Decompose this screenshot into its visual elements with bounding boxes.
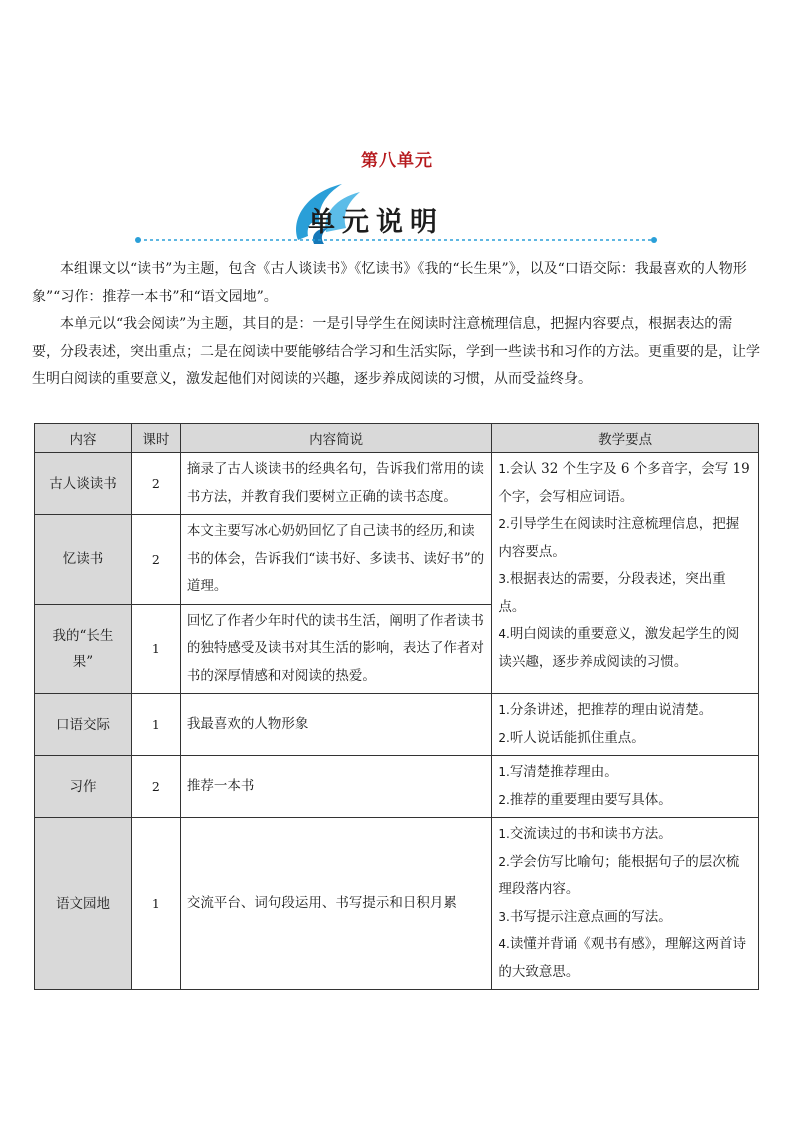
table-row [35, 818, 759, 990]
intro-paragraph: 本组课文以“读书”为主题，包含《古人谈读书》《忆读书》《我的“长生果”》，以及“口语交际：我最喜欢的人物形象”“习作：推荐一本书”和“语文园地”。 [32, 261, 747, 305]
lesson-summary: 摘录了古人谈读书的经典名句，告诉我们常用的读书方法，并教育我们要树立正确的读书态度。 [180, 453, 492, 515]
table-row [35, 694, 759, 756]
point-item: 4.明白阅读的重要意义，激发起学生的阅读兴趣，逐步养成阅读的习惯。 [498, 626, 740, 670]
table-row [35, 453, 759, 515]
header-hours: 课时 [131, 424, 180, 453]
lesson-summary: 交流平台、词句段运用、书写提示和日积月累 [180, 818, 492, 990]
lesson-name: 语文园地 [35, 818, 132, 990]
lesson-hours: 2 [131, 453, 180, 515]
lesson-name: 我的“长生果” [35, 604, 132, 694]
point-item: 1.写清楚推荐理由。 [498, 764, 618, 780]
lesson-plan-table [34, 423, 759, 990]
unit-title: 第八单元 [361, 151, 433, 171]
table-header-row [35, 424, 759, 453]
point-item: 1.会认 32 个生字及 6 个多音字，会写 19 个字，会写相应词语。 [498, 461, 750, 505]
point-item: 2.学会仿写比喻句；能根据句子的层次梳理段落内容。 [498, 853, 740, 897]
lesson-hours: 1 [131, 694, 180, 756]
lesson-hours: 1 [131, 818, 180, 990]
teaching-points [492, 694, 759, 756]
lesson-summary: 推荐一本书 [180, 756, 492, 818]
lesson-hours: 2 [131, 515, 180, 605]
lesson-summary: 回忆了作者少年时代的读书生活，阐明了作者读书的独特感受及读书对其生活的影响，表达了作者对书的深厚情感和对阅读的热爱。 [180, 604, 492, 694]
header-points: 教学要点 [492, 424, 759, 453]
point-item: 1.分条讲述，把推荐的理由说清楚。 [498, 702, 713, 718]
lesson-name: 习作 [35, 756, 132, 818]
point-item: 3.书写提示注意点画的写法。 [498, 908, 672, 925]
section-banner [130, 178, 664, 250]
lesson-name: 忆读书 [35, 515, 132, 605]
lesson-hours: 2 [131, 756, 180, 818]
point-item: 3.根据表达的需要，分段表述，突出重点。 [498, 571, 726, 615]
teaching-points [492, 756, 759, 818]
teaching-points [492, 453, 759, 694]
table-row [35, 756, 759, 818]
teaching-points [492, 818, 759, 990]
intro-paragraph: 本单元以“我会阅读”为主题，其目的是：一是引导学生在阅读时注意梳理信息，把握内容要点，根据表达的需要，分段表述，突出重点；二是在阅读中要能够结合学习和生活实际，学到一些读书和习作的方法。更重要的是，让学生明白阅读的重要意义，激发起他们对阅读的兴趣，逐步养成阅读的习惯，从而受益终身。 [32, 316, 760, 387]
header-content: 内容 [35, 424, 132, 453]
lesson-summary: 本文主要写冰心奶奶回忆了自己读书的经历,和读书的体会，告诉我们“读书好、多读书、读好书”的道理。 [180, 515, 492, 605]
header-summary: 内容简说 [180, 424, 492, 453]
point-item: 2.推荐的重要理由要写具体。 [498, 791, 672, 808]
point-item: 4.读懂并背诵《观书有感》，理解这两首诗的大致意思。 [498, 936, 747, 980]
point-item: 2.听人说话能抓住重点。 [498, 729, 645, 746]
lesson-name: 古人谈读书 [35, 453, 132, 515]
lesson-summary: 我最喜欢的人物形象 [180, 694, 492, 756]
point-item: 1.交流读过的书和读书方法。 [498, 826, 672, 842]
banner-title: 单元说明 [308, 207, 444, 238]
lesson-hours: 1 [131, 604, 180, 694]
lesson-name: 口语交际 [35, 694, 132, 756]
point-item: 2.引导学生在阅读时注意梳理信息，把握内容要点。 [498, 516, 740, 560]
